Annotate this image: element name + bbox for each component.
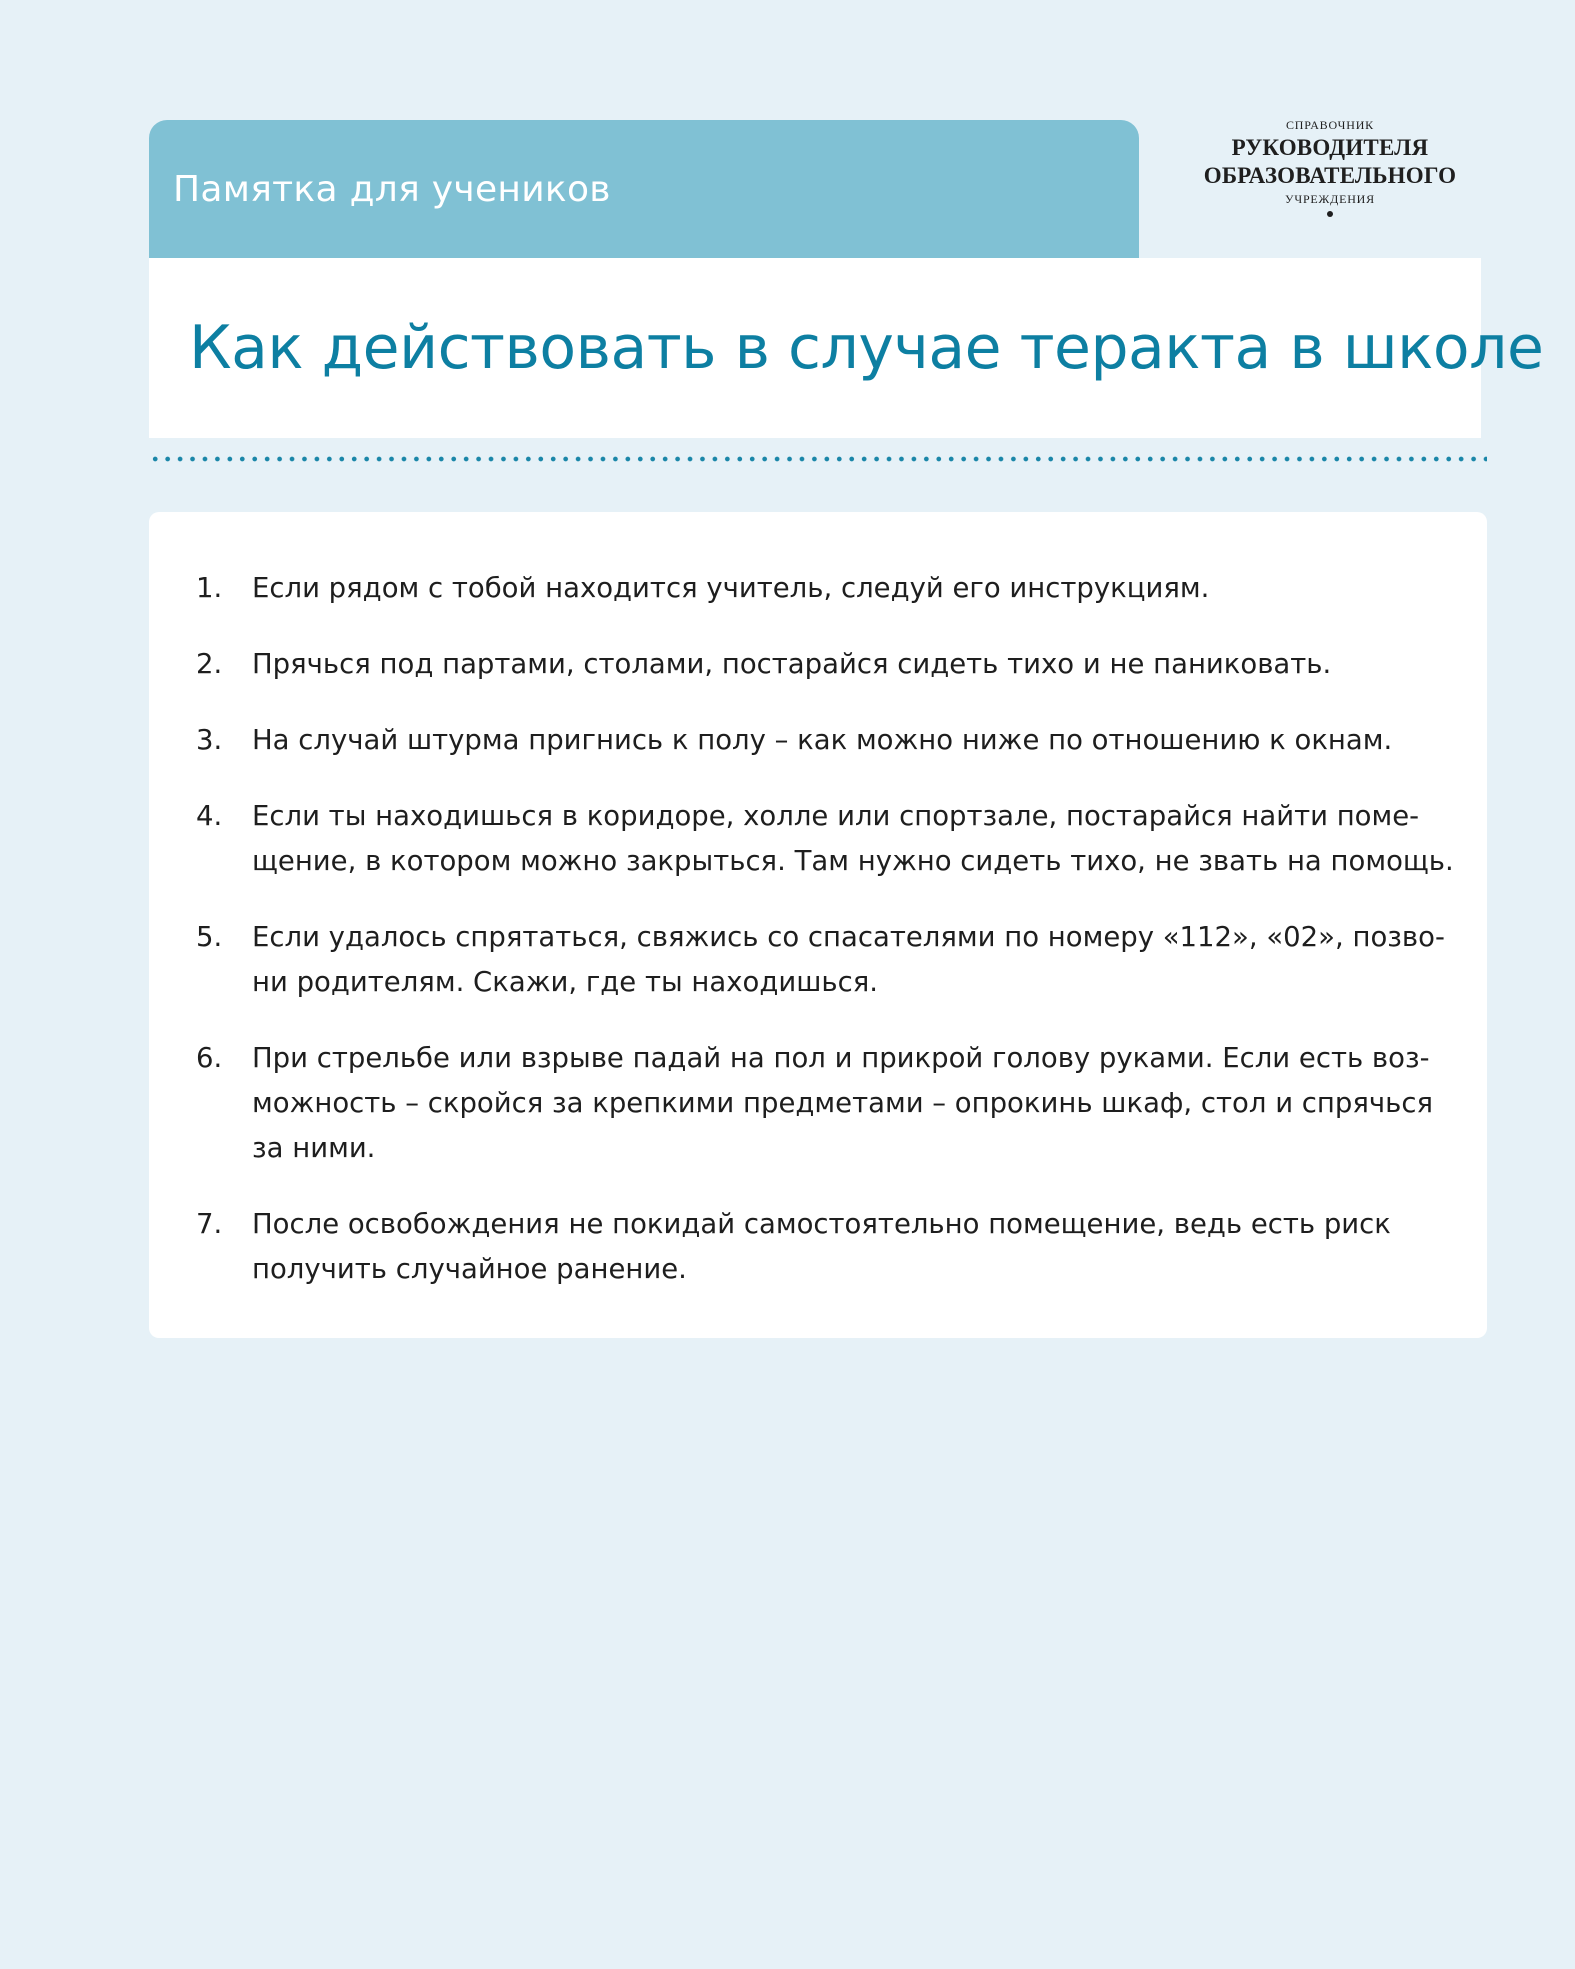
rule-number-container [149, 1036, 252, 1171]
rule-item [149, 1202, 1487, 1292]
rule-number: 7. [196, 1208, 223, 1240]
rule-item [149, 915, 1487, 1005]
rule-number: 6. [196, 1042, 223, 1074]
rules-list [149, 566, 1487, 1292]
rule-text: При стрельбе или взрыве падай на пол и прикрой голову руками. Если есть воз- можность – скройся за крепкими предметами – опрокинь шкаф, стол и спрячься за ними. [252, 1042, 1434, 1164]
dotted-divider [149, 456, 1487, 462]
rule-number: 4. [196, 800, 223, 832]
rule-number-container [149, 718, 252, 763]
rule-text: Если ты находишься в коридоре, холле или спортзале, постарайся найти поме- щение, в котором можно закрыться. Там нужно сидеть тихо, не звать на помощь. [252, 800, 1454, 877]
rule-number: 5. [196, 921, 223, 953]
rule-item [149, 642, 1487, 687]
logo-line-4: УЧРЕЖДЕНИЯ [1285, 192, 1375, 206]
logo-line-3: ОБРАЗОВАТЕЛЬНОГО [1203, 163, 1457, 188]
rule-number: 1. [196, 572, 223, 604]
rule-number-container [149, 566, 252, 611]
rule-number-container [149, 915, 252, 1005]
rule-item [149, 566, 1487, 611]
content-card [149, 512, 1487, 1338]
rule-text: Прячься под партами, столами, постарайся сидеть тихо и не паниковать. [252, 648, 1332, 680]
rule-text: Если удалось спрятаться, свяжись со спасателями по номеру «112», «02», позво- ни родителям. Скажи, где ты находишься. [252, 921, 1445, 998]
logo-line-2: РУКОВОДИТЕЛЯ [1231, 135, 1429, 160]
rule-number-container [149, 794, 252, 884]
publisher-logo [1178, 116, 1482, 217]
rule-number: 2. [196, 648, 223, 680]
rule-item [149, 794, 1487, 884]
rule-number-container [149, 642, 252, 687]
rule-item [149, 1036, 1487, 1171]
title-box [149, 258, 1544, 438]
page-title: Как действовать в случае теракта в школе [189, 313, 1544, 383]
logo-dot-icon [1327, 211, 1333, 217]
header-tab-label: Памятка для учеников [173, 168, 611, 210]
header-tab [149, 120, 1139, 258]
rule-text: На случай штурма пригнись к полу – как можно ниже по отношению к окнам. [252, 724, 1393, 756]
rule-item [149, 718, 1487, 763]
logo-line-1: СПРАВОЧНИК [1286, 118, 1374, 132]
rule-text: Если рядом с тобой находится учитель, следуй его инструкциям. [252, 572, 1210, 604]
rule-number: 3. [196, 724, 223, 756]
rule-number-container [149, 1202, 252, 1292]
rule-text: После освобождения не покидай самостоятельно помещение, ведь есть риск получить случайное ранение. [252, 1208, 1391, 1285]
